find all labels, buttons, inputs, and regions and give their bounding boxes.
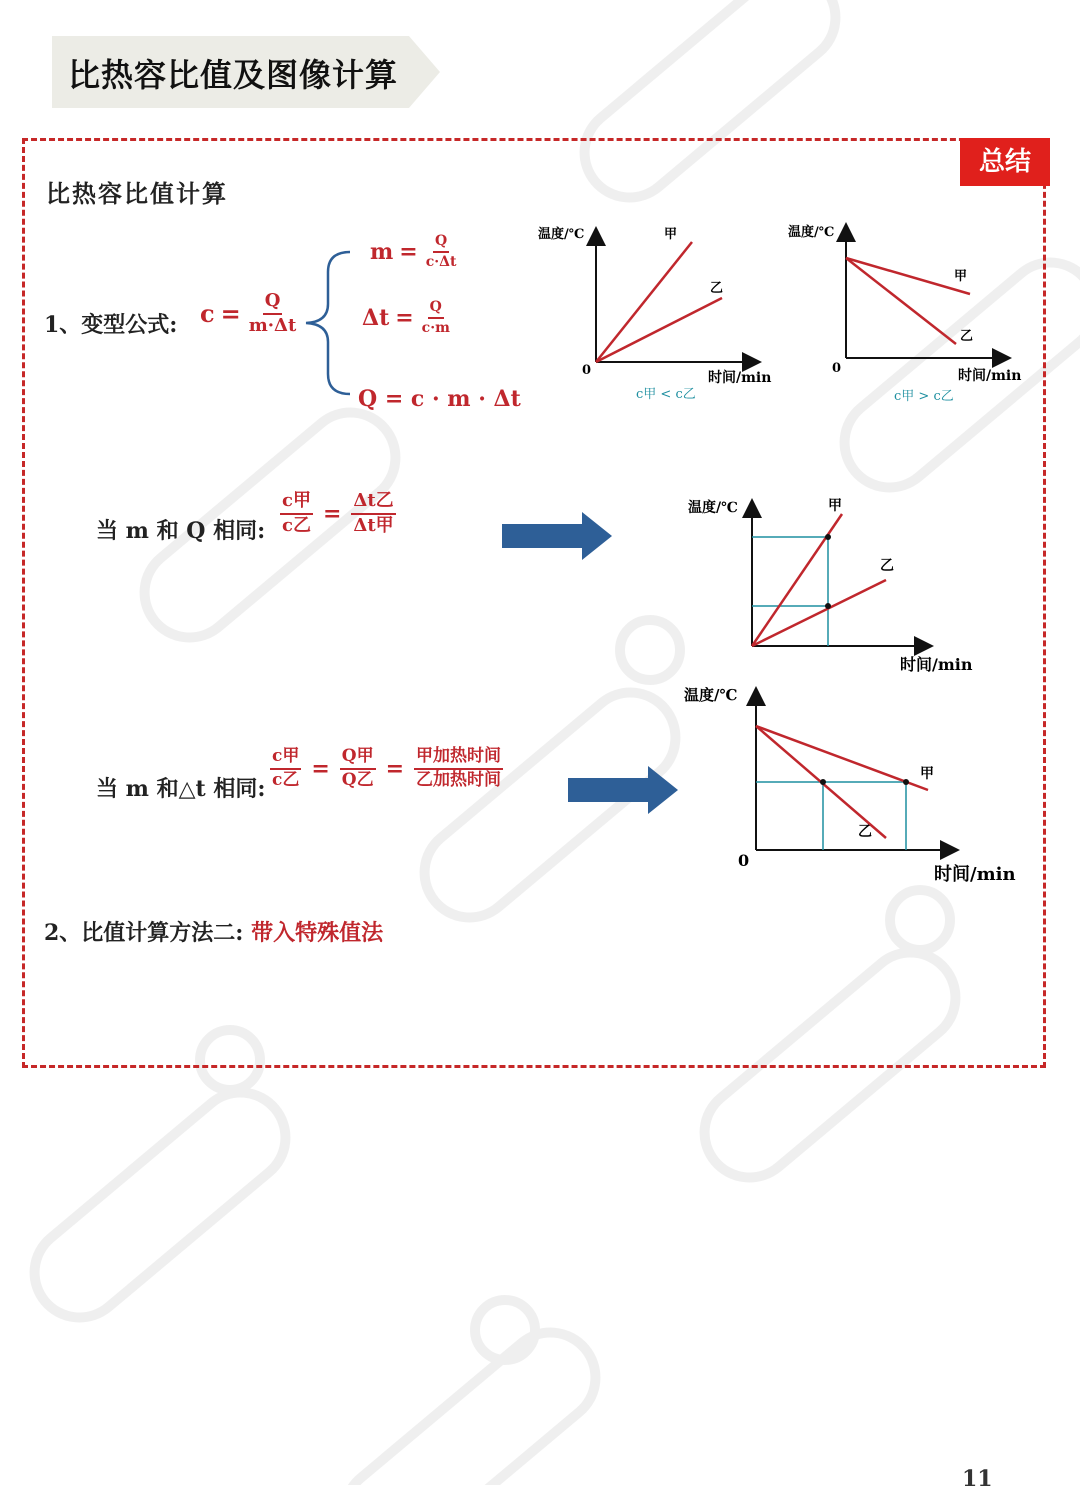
series-label-jia: 甲 bbox=[828, 498, 842, 514]
graph-c bbox=[684, 492, 984, 678]
graph-d bbox=[680, 680, 1030, 890]
x-axis-label: 时间/min bbox=[900, 655, 973, 674]
page-number: 11 bbox=[962, 1466, 993, 1492]
item2-text: 2、比值计算方法二: bbox=[44, 920, 244, 946]
section-title: 比热容比值计算 bbox=[46, 179, 228, 208]
dt-fraction bbox=[420, 300, 452, 335]
m-numerator: Q bbox=[433, 234, 449, 253]
c-numerator: Q bbox=[263, 292, 283, 315]
q-formula: Q = c · m · Δt bbox=[358, 386, 521, 412]
origin-label: 0 bbox=[832, 361, 842, 376]
dt-formula bbox=[362, 300, 452, 335]
graph-caption: c甲 > c乙 bbox=[894, 389, 954, 404]
equals-sign: = bbox=[322, 500, 342, 527]
line-jia bbox=[846, 258, 970, 294]
origin-label: 0 bbox=[582, 363, 592, 378]
c-denominator: m·Δt bbox=[248, 314, 297, 336]
equals-sign: = bbox=[220, 299, 241, 329]
item1-label: 1、变型公式: bbox=[44, 312, 178, 338]
mq-lhs-denominator: c乙 bbox=[282, 514, 311, 536]
equals-sign: = bbox=[311, 755, 330, 782]
equals-sign: = bbox=[395, 304, 414, 331]
m-denominator: c·Δt bbox=[425, 253, 457, 270]
graph-b bbox=[780, 218, 1040, 412]
c-formula bbox=[200, 292, 298, 336]
c-symbol: c bbox=[200, 299, 215, 329]
line-yi bbox=[596, 298, 722, 362]
series-label-yi: 乙 bbox=[858, 824, 872, 840]
series-label-yi: 乙 bbox=[710, 281, 724, 296]
intersection-point bbox=[825, 534, 831, 540]
graph-caption: c甲 < c乙 bbox=[636, 387, 696, 402]
intersection-point bbox=[820, 779, 826, 785]
mdt-a-denominator: c乙 bbox=[272, 769, 300, 790]
m-formula bbox=[370, 234, 458, 269]
mdt-a-numerator: c甲 bbox=[270, 748, 301, 770]
m-symbol: m bbox=[370, 238, 394, 265]
right-arrow-icon bbox=[568, 764, 680, 816]
item2-label bbox=[44, 916, 383, 947]
c-fraction bbox=[247, 292, 299, 336]
mq-lhs-numerator: c甲 bbox=[280, 492, 313, 515]
mq-formula bbox=[280, 492, 396, 536]
intersection-point bbox=[825, 603, 831, 609]
mdt-b-denominator: Q乙 bbox=[341, 769, 374, 790]
mdt-c-denominator: 乙加热时间 bbox=[416, 769, 502, 790]
dt-symbol: Δt bbox=[362, 304, 390, 331]
series-label-jia: 甲 bbox=[664, 227, 678, 242]
line-yi bbox=[752, 580, 886, 646]
y-axis-label: 温度/℃ bbox=[788, 225, 835, 240]
mq-rhs-fraction bbox=[351, 492, 395, 536]
mdt-label: 当 m 和△t 相同: bbox=[96, 776, 266, 802]
series-label-yi: 乙 bbox=[880, 558, 894, 574]
mq-label: 当 m 和 Q 相同: bbox=[96, 518, 266, 544]
dt-numerator: Q bbox=[428, 300, 444, 319]
line-jia bbox=[596, 242, 692, 362]
x-axis-label: 时间/min bbox=[934, 864, 1016, 885]
series-label-yi: 乙 bbox=[960, 329, 974, 344]
right-arrow-icon bbox=[502, 510, 614, 562]
y-axis-label: 温度/℃ bbox=[538, 227, 585, 242]
dt-denominator: c·m bbox=[421, 319, 450, 336]
mdt-c-numerator: 甲加热时间 bbox=[414, 748, 503, 770]
graph-a bbox=[530, 222, 790, 412]
mq-rhs-denominator: Δt甲 bbox=[353, 514, 394, 536]
equals-sign: = bbox=[385, 755, 405, 782]
line-yi bbox=[846, 258, 956, 344]
mdt-formula bbox=[270, 748, 503, 790]
series-label-jia: 甲 bbox=[954, 269, 968, 284]
origin-label: 0 bbox=[738, 851, 750, 870]
mdt-b-numerator: Q甲 bbox=[340, 748, 376, 770]
mq-rhs-numerator: Δt乙 bbox=[351, 492, 395, 515]
x-axis-label: 时间/min bbox=[708, 370, 772, 386]
mdt-b-fraction bbox=[340, 748, 376, 790]
intersection-point bbox=[903, 779, 909, 785]
line-jia bbox=[756, 726, 928, 790]
mq-lhs-fraction bbox=[280, 492, 313, 536]
y-axis-label: 温度/℃ bbox=[684, 686, 738, 704]
mdt-c-fraction bbox=[414, 748, 503, 790]
item2-method: 带入特殊值法 bbox=[251, 920, 384, 946]
series-label-jia: 甲 bbox=[920, 766, 934, 782]
summary-tag: 总结 bbox=[960, 138, 1050, 186]
mdt-a-fraction bbox=[270, 748, 301, 790]
brace-icon bbox=[300, 248, 360, 398]
m-fraction bbox=[424, 234, 459, 269]
equals-sign: = bbox=[399, 238, 418, 265]
page-title: 比热容比值及图像计算 bbox=[68, 56, 399, 94]
y-axis-label: 温度/℃ bbox=[688, 500, 738, 516]
x-axis-label: 时间/min bbox=[958, 368, 1022, 384]
